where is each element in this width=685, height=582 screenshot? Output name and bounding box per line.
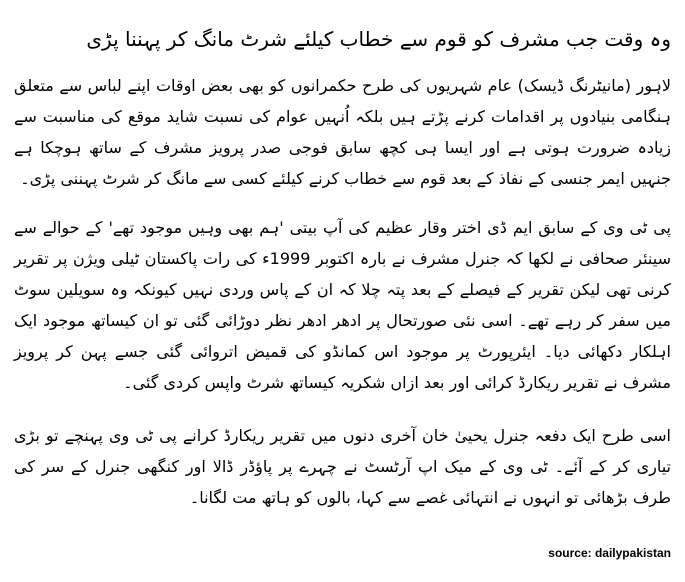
article-headline: وہ وقت جب مشرف کو قوم سے خطاب کیلئے شرٹ مانگ کر پہننا پڑی (86, 27, 671, 51)
source-credit: source: dailypakistan (548, 546, 671, 560)
article-paragraph-1: لاہور (مانیٹرنگ ڈیسک) عام شہریوں کی طرح حکمرانوں کو بھی بعض اوقات اپنے لباس سے متعلق ہنگامی بنیادوں پر اقدامات کرنے پڑتے ہیں بلکہ اُنہیں عوام کی نسبت شاید موقع کی مناسبت سے زیادہ ضرورت ہوتی ہے اور ایسا ہی کچھ سابق فوجی صدر پرویز مشرف کے ساتھ ہوچکا ہے جنہیں ایمر جنسی کے نفاذ کے بعد قوم سے خطاب کرنے کیلئے کسی سے مانگ کر شرٹ پہننی پڑی۔ (14, 76, 671, 188)
article-paragraph-3: اسی طرح ایک دفعہ جنرل یحییٰ خان آخری دنوں میں تقریر ریکارڈ کرانے پی ٹی وی پہنچے تو بڑی تیاری کر کے آئے۔ ٹی وی کے میک اپ آرٹسٹ نے چہرے پر پاؤڈر ڈالا اور کنگھی جنرل کے سر کی طرف بڑھائی تو انہوں نے انتہائی غصے سے کہا، بالوں کو ہاتھ مت لگانا۔ (14, 426, 671, 507)
article (14, 0, 671, 582)
article-paragraph-2: پی ٹی وی کے سابق ایم ڈی اختر وقار عظیم کی آپ بیتی 'ہم بھی وہیں موجود تھے' کے حوالے سے سینئر صحافی نے لکھا کہ جنرل مشرف نے بارہ اکتوبر 1999ء کی رات پاکستان ٹیلی ویژن پر تقریر کرنی تھی لیکن تقریر کے فیصلے کے بعد پتہ چلا کہ ان کے پاس وردی نہیں کیونکہ وہ سویلین سوٹ میں سفر کر رہے تھے۔ اسی نئی صورتحال پر ادھر ادھر نظر دوڑائی گئی تو ان کیساتھ موجود ایک اہلکار دکھائی دیا۔ ایئرپورٹ پر موجود اس کمانڈو کی قمیض اتروائی گئی جسے پہن کر پرویز مشرف نے تقریر ریکارڈ کرائی اور بعد ازاں شکریہ کیساتھ شرٹ واپس کردی گئی۔ (14, 218, 671, 392)
